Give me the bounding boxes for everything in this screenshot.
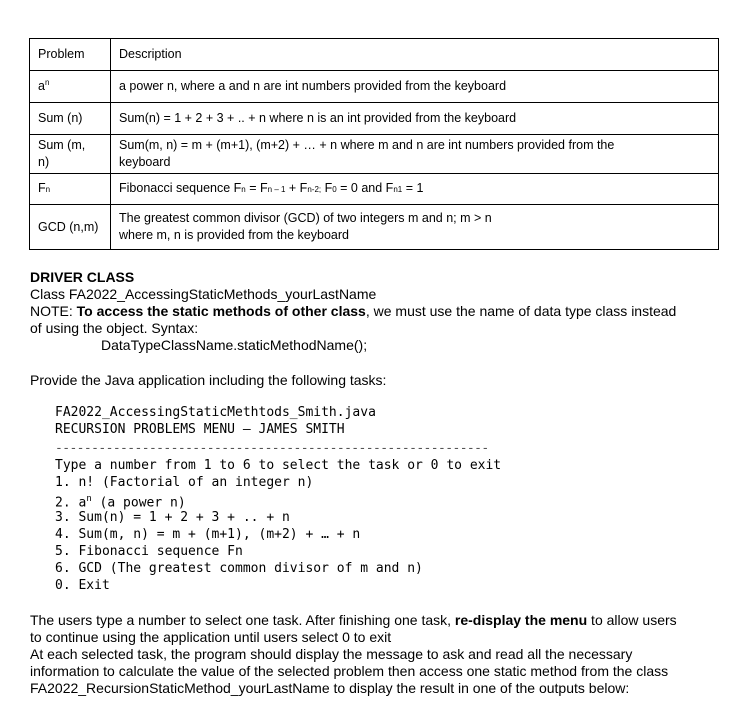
desc-part: = F — [245, 181, 268, 195]
problem-cell — [30, 174, 111, 205]
footer-p1-line1 — [30, 612, 677, 629]
desc-part: = 1 — [402, 181, 424, 195]
note-bold: To access the static methods of other class — [76, 303, 366, 319]
console-file: FA2022_AccessingStaticMethtods_Smith.java — [55, 405, 376, 420]
note-rest: , we must use the name of data type class instead — [365, 303, 677, 319]
table-row — [30, 205, 719, 250]
problem-table — [29, 38, 719, 250]
description-line: where m, n is provided from the keyboard — [119, 228, 349, 242]
footer-p2-line1: At each selected task, the program should display the message to ask and read all the necessary — [30, 646, 633, 662]
note-prefix: NOTE: — [30, 303, 77, 319]
menu-item-0: 0. Exit — [55, 578, 110, 593]
desc-subscript: 0 — [332, 185, 337, 194]
problem-line: n) — [38, 155, 50, 169]
menu-item-5: 5. Fibonacci sequence Fn — [55, 544, 243, 559]
header-problem: Problem — [30, 39, 111, 71]
menu-item-6: 6. GCD (The greatest common divisor of m and n) — [55, 561, 423, 576]
driver-heading: DRIVER CLASS — [30, 269, 135, 285]
desc-part: = 0 and F — [336, 181, 394, 195]
desc-subscript: n – 1 — [267, 185, 286, 194]
note-line2: of using the object. Syntax: — [30, 320, 199, 336]
problem-cell — [30, 135, 111, 174]
problem-cell: GCD (n,m) — [30, 205, 111, 250]
footer-p1-line2: to continue using the application until users select 0 to exit — [30, 629, 392, 645]
description-cell — [111, 174, 719, 205]
description-cell — [111, 205, 719, 250]
menu-item-2-post: (a power n) — [91, 495, 186, 511]
provide-line: Provide the Java application including the following tasks: — [30, 372, 387, 388]
syntax-line: DataTypeClassName.staticMethodName(); — [101, 337, 368, 353]
problem-line: Sum (m, — [38, 138, 86, 152]
description-line: keyboard — [119, 155, 171, 169]
description-cell — [111, 135, 719, 174]
footer-p2-line2: information to calculate the value of the selected problem then access one static method from the class — [30, 663, 669, 679]
console-title: RECURSION PROBLEMS MENU – JAMES SMITH — [55, 422, 345, 437]
table-row — [30, 135, 719, 174]
desc-part: F — [321, 181, 333, 195]
footer-p1-bold: re-display the menu — [454, 612, 588, 628]
table-row — [30, 71, 719, 103]
table-header-row — [30, 39, 719, 71]
desc-subscript: n — [241, 185, 246, 194]
table-row — [30, 103, 719, 135]
desc-subscript: n-2; — [307, 185, 322, 194]
menu-item-1: 1. n! (Factorial of an integer n) — [55, 475, 314, 490]
desc-part: Fibonacci sequence F — [119, 181, 242, 195]
problem-subscript: n — [45, 185, 51, 194]
menu-item-2-sup: n — [86, 494, 92, 504]
desc-part: + F — [285, 181, 308, 195]
console-divider: ------------------------------------------------------------ — [55, 441, 489, 456]
description-line: The greatest common divisor (GCD) of two integers m and n; m > n — [119, 211, 492, 225]
menu-item-2-pre: 2. a — [55, 495, 87, 511]
description-line: Sum(m, n) = m + (m+1), (m+2) + … + n where m and n are int numbers provided from the — [119, 138, 615, 152]
class-line: Class FA2022_AccessingStaticMethods_yourLastName — [30, 286, 377, 302]
problem-base: F — [38, 181, 46, 195]
menu-item-3: 3. Sum(n) = 1 + 2 + 3 + .. + n — [55, 510, 290, 525]
table-row — [30, 174, 719, 205]
description-cell: a power n, where a and n are int numbers provided from the keyboard — [111, 71, 719, 103]
problem-cell — [30, 71, 111, 103]
header-description: Description — [111, 39, 719, 71]
problem-base: a — [38, 79, 45, 93]
menu-item-4: 4. Sum(m, n) = m + (m+1), (m+2) + … + n — [55, 527, 361, 542]
problem-cell: Sum (n) — [30, 103, 111, 135]
footer-p1-pre: The users type a number to select one task. After finishing one task, — [30, 612, 455, 628]
console-prompt: Type a number from 1 to 6 to select the task or 0 to exit — [55, 458, 502, 473]
problem-superscript: n — [44, 77, 50, 87]
footer-p2-line3: FA2022_RecursionStaticMethod_yourLastName to display the result in one of the outputs below: — [30, 680, 630, 696]
footer-p1-post: to allow users — [587, 612, 677, 628]
note-line — [30, 303, 676, 320]
description-cell: Sum(n) = 1 + 2 + 3 + .. + n where n is an int provided from the keyboard — [111, 103, 719, 135]
desc-subscript: n1 — [393, 185, 403, 194]
